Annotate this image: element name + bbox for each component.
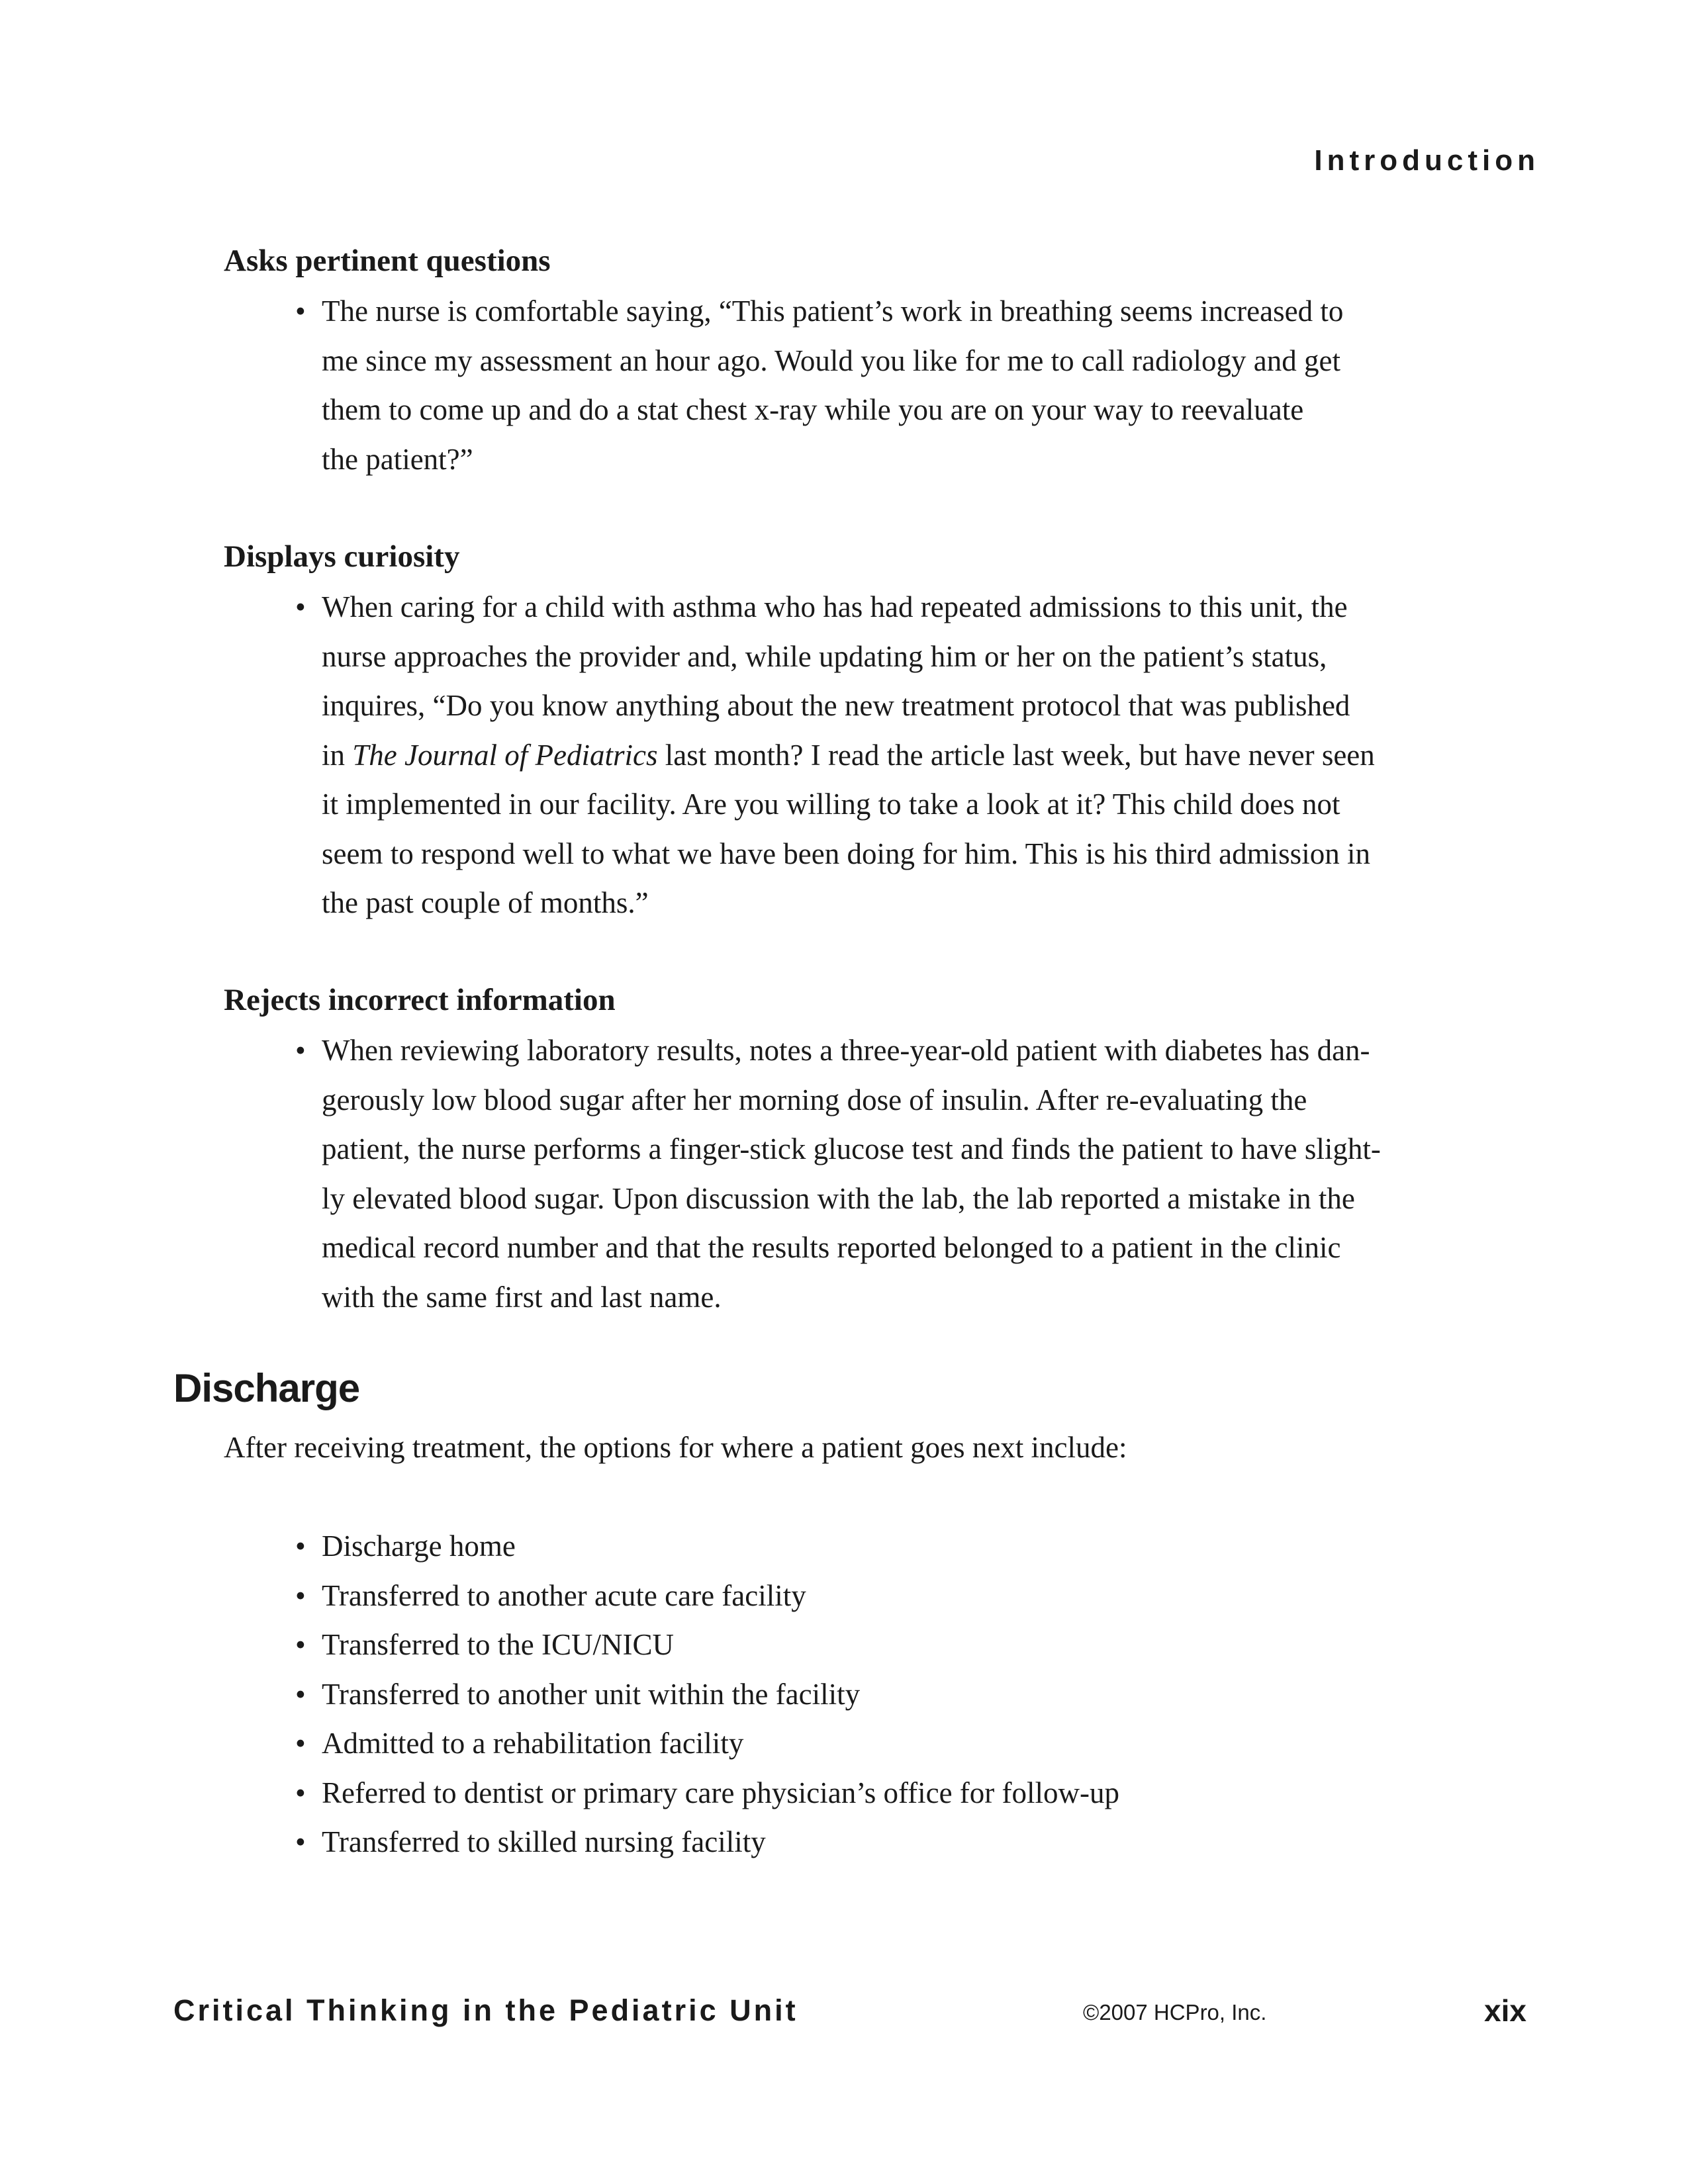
discharge-intro: After receiving treatment, the options for where a patient goes next include: — [224, 1431, 1127, 1464]
list-item: • Transferred to another unit within the facility — [322, 1670, 1513, 1719]
section-bullets-asks-pertinent-questions — [322, 287, 1513, 484]
section-heading-displays-curiosity: Displays curiosity — [224, 539, 460, 574]
text-line: me since my assessment an hour ago. Would you like for me to call radiology and get — [322, 343, 1340, 377]
list-item: • Transferred to skilled nursing facility — [322, 1817, 1513, 1867]
list-item: • Admitted to a rehabilitation facility — [322, 1719, 1513, 1768]
list-item — [322, 1026, 1513, 1322]
text-line: • When caring for a child with asthma who has had repeated admissions to this unit, the — [322, 590, 1348, 623]
text-line: it implemented in our facility. Are you willing to take a look at it? This child does not — [322, 788, 1340, 821]
text-line — [322, 731, 1513, 780]
text-line: patient, the nurse performs a finger-stick glucose test and finds the patient to have slight- — [322, 1132, 1381, 1165]
text-line: the patient?” — [322, 442, 473, 476]
running-head: Introduction — [1314, 144, 1540, 177]
page-number: xix — [1484, 1993, 1526, 2028]
text-line: with the same first and last name. — [322, 1280, 722, 1314]
section-heading-discharge: Discharge — [173, 1366, 360, 1410]
list-item: • Transferred to the ICU/NICU — [322, 1620, 1513, 1670]
text-line: nurse approaches the provider and, while updating him or her on the patient’s status, — [322, 639, 1327, 673]
text-line: seem to respond well to what we have been doing for him. This is his third admission in — [322, 837, 1370, 870]
list-item: • Referred to dentist or primary care physician’s office for follow-up — [322, 1768, 1513, 1818]
text-line: medical record number and that the results reported belonged to a patient in the clinic — [322, 1231, 1341, 1264]
section-heading-asks-pertinent-questions: Asks pertinent questions — [224, 244, 551, 278]
section-bullets-rejects-incorrect-information — [322, 1026, 1513, 1322]
list-item — [322, 287, 1513, 484]
footer-copyright: ©2007 HCPro, Inc. — [1083, 2000, 1267, 2025]
text-line: them to come up and do a stat chest x-ray while you are on your way to reevaluate — [322, 393, 1304, 426]
text-line: inquires, “Do you know anything about the new treatment protocol that was published — [322, 689, 1350, 722]
section-bullets-displays-curiosity — [322, 582, 1513, 928]
discharge-options-list — [322, 1522, 1513, 1867]
text-line: • When reviewing laboratory results, notes a three-year-old patient with diabetes has dan- — [322, 1034, 1370, 1067]
section-heading-rejects-incorrect-information: Rejects incorrect information — [224, 983, 616, 1017]
list-item: • Transferred to another acute care facility — [322, 1571, 1513, 1621]
text-fragment: last month? I read the article last week, but have never seen — [665, 738, 1375, 772]
text-line: ly elevated blood sugar. Upon discussion with the lab, the lab reported a mistake in the — [322, 1181, 1355, 1215]
text-line: gerously low blood sugar after her morning dose of insulin. After re-evaluating the — [322, 1083, 1307, 1116]
list-item — [322, 582, 1513, 928]
list-item: • Discharge home — [322, 1522, 1513, 1571]
text-line: the past couple of months.” — [322, 886, 649, 919]
footer-book-title: Critical Thinking in the Pediatric Unit — [173, 1993, 798, 2027]
text-line: • The nurse is comfortable saying, “This patient’s work in breathing seems increased to — [322, 295, 1344, 328]
journal-title: The Journal of Pediatrics — [352, 738, 658, 772]
text-fragment: in — [322, 738, 346, 772]
